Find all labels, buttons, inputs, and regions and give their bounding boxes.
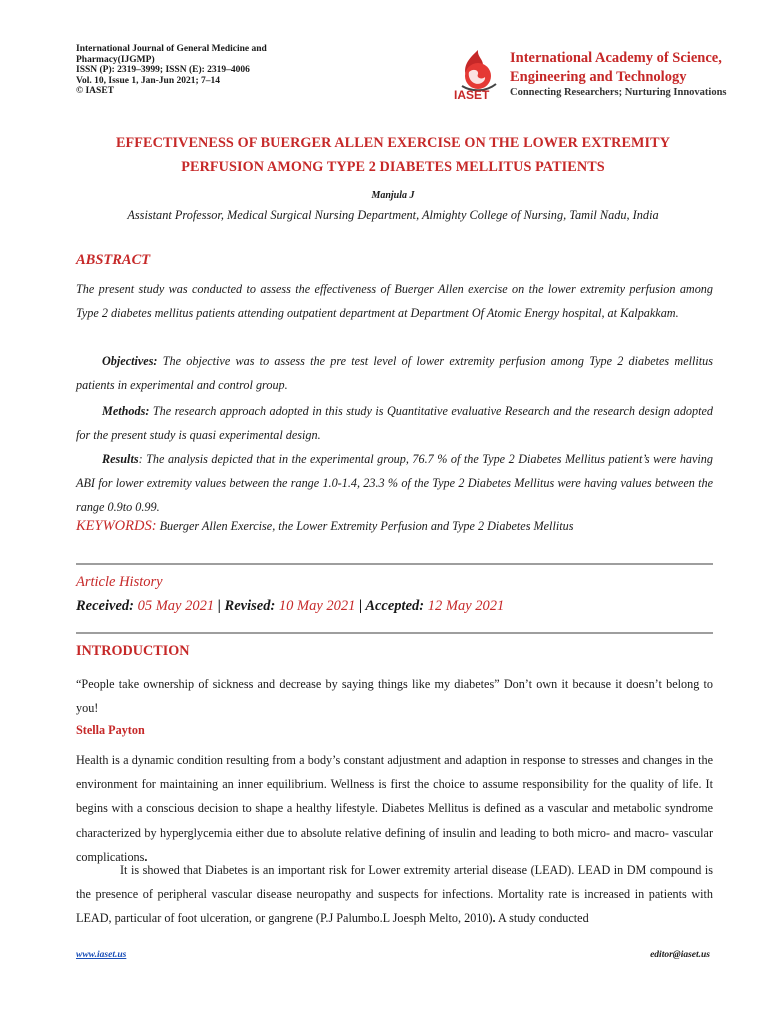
abstract-heading: ABSTRACT xyxy=(76,252,151,268)
publisher-name-line1: International Academy of Science, xyxy=(510,50,722,66)
keywords-text: Buerger Allen Exercise, the Lower Extremity Perfusion and Type 2 Diabetes Mellitus xyxy=(156,519,574,533)
results-text: : The analysis depicted that in the experimental group, 76.7 % of the Type 2 Diabetes Mellitus patient’s were having ABI for lower extremity values between the range 1.0-1.4, 23.3 % of the Type 2 Diabetes Mellitus were having values between the range 0.9to 0.99. xyxy=(76,452,713,515)
objectives-text: The objective was to assess the pre test level of lower extremity perfusion among Type 2 diabetes mellitus patients in experimental and control group. xyxy=(76,354,713,393)
intro-paragraph-2 xyxy=(76,858,713,931)
divider-bottom xyxy=(76,632,713,634)
article-history-heading: Article History xyxy=(76,574,163,590)
revised-label: | Revised: xyxy=(214,598,279,614)
journal-info xyxy=(76,44,316,97)
intro-paragraph-1-text: Health is a dynamic condition resulting from a body’s constant adjustment and adaption in response to stresses and changes in the environment for maintaining an inner equilibrium. Wellness is first the choice to assume responsibility for the quality of life. It begins with a conscious decision to shape a healthy lifestyle. Diabetes Mellitus is defined as a vascular and metabolic syndrome characterized by hyperglycemia either due to absolute relative defining of insulin and leading to both micro- and macro- vascular complications xyxy=(76,753,713,864)
revised-date: 10 May 2021 xyxy=(278,598,356,614)
article-title-line1: EFFECTIVENESS OF BUERGER ALLEN EXERCISE ON THE LOWER EXTREMITY xyxy=(115,135,671,151)
journal-name-line2: Pharmacy(IJGMP) xyxy=(76,54,155,65)
article-history-dates xyxy=(76,598,504,615)
received-date: 05 May 2021 xyxy=(137,598,215,614)
intro-paragraph-2-dot: . xyxy=(492,911,496,926)
methods-label: Methods: xyxy=(102,404,150,418)
publisher-logo xyxy=(452,44,727,102)
article-title-line2: PERFUSION AMONG TYPE 2 DIABETES MELLITUS PATIENTS xyxy=(181,159,605,175)
intro-paragraph-1-end: . xyxy=(144,849,148,864)
abstract-methods xyxy=(76,399,713,447)
quote-author: Stella Payton xyxy=(76,723,145,737)
journal-issn: ISSN (P): 2319–3999; ISSN (E): 2319–4006 xyxy=(76,65,250,76)
author-name: Manjula J xyxy=(371,190,415,201)
author-affiliation: Assistant Professor, Medical Surgical Nursing Department, Almighty College of Nursing, Tamil Nadu, India xyxy=(127,208,659,222)
intro-paragraph-1 xyxy=(76,748,713,869)
abstract-objectives xyxy=(76,349,713,397)
received-label: Received: xyxy=(76,598,134,614)
footer-website-link[interactable]: www.iaset.us xyxy=(76,950,127,960)
introduction-heading: INTRODUCTION xyxy=(76,643,190,659)
keywords-label: KEYWORDS: xyxy=(76,518,157,534)
objectives-label: Objectives: xyxy=(102,354,158,368)
results-label: Results xyxy=(102,452,139,466)
journal-copyright: © IASET xyxy=(76,86,114,97)
footer-email: editor@iaset.us xyxy=(650,950,710,960)
accepted-label: | Accepted: xyxy=(355,598,428,614)
intro-paragraph-2-tail: A study conducted xyxy=(495,911,589,926)
publisher-name-line2: Engineering and Technology xyxy=(510,69,687,85)
article-title xyxy=(76,131,710,179)
logo-abbreviation: IASET xyxy=(454,88,490,102)
journal-name-line1: International Journal of General Medicine and xyxy=(76,44,267,54)
abstract-intro: The present study was conducted to assess the effectiveness of Buerger Allen exercise on the lower extremity perfusion among Type 2 diabetes mellitus patients attending outpatient department at Department Of Atomic Energy hospital, at Kalpakkam. xyxy=(76,282,713,321)
methods-text: The research approach adopted in this study is Quantitative evaluative Research and the research design adopted for the present study is quasi experimental design. xyxy=(76,404,713,443)
accepted-date: 12 May 2021 xyxy=(427,598,505,614)
abstract-results xyxy=(76,447,713,520)
keywords xyxy=(76,518,713,535)
divider-top xyxy=(76,563,713,565)
journal-volume: Vol. 10, Issue 1, Jan-Jun 2021; 7–14 xyxy=(76,75,221,86)
intro-paragraph-2-text: It is showed that Diabetes is an important risk for Lower extremity arterial disease (LEAD). LEAD in DM compound is the presence of peripheral vascular disease neuropathy and suspects for infections. Mortality rate is increased in patients with LEAD, particular of foot ulceration, or gangrene (P.J Palumbo.L Joesph Melto, 2010) xyxy=(76,863,713,926)
publisher-tagline: Connecting Researchers; Nurturing Innovations xyxy=(510,87,727,98)
intro-quote: “People take ownership of sickness and decrease by saying things like my diabetes” Don’t own it because it doesn’t belong to you! xyxy=(76,677,713,716)
